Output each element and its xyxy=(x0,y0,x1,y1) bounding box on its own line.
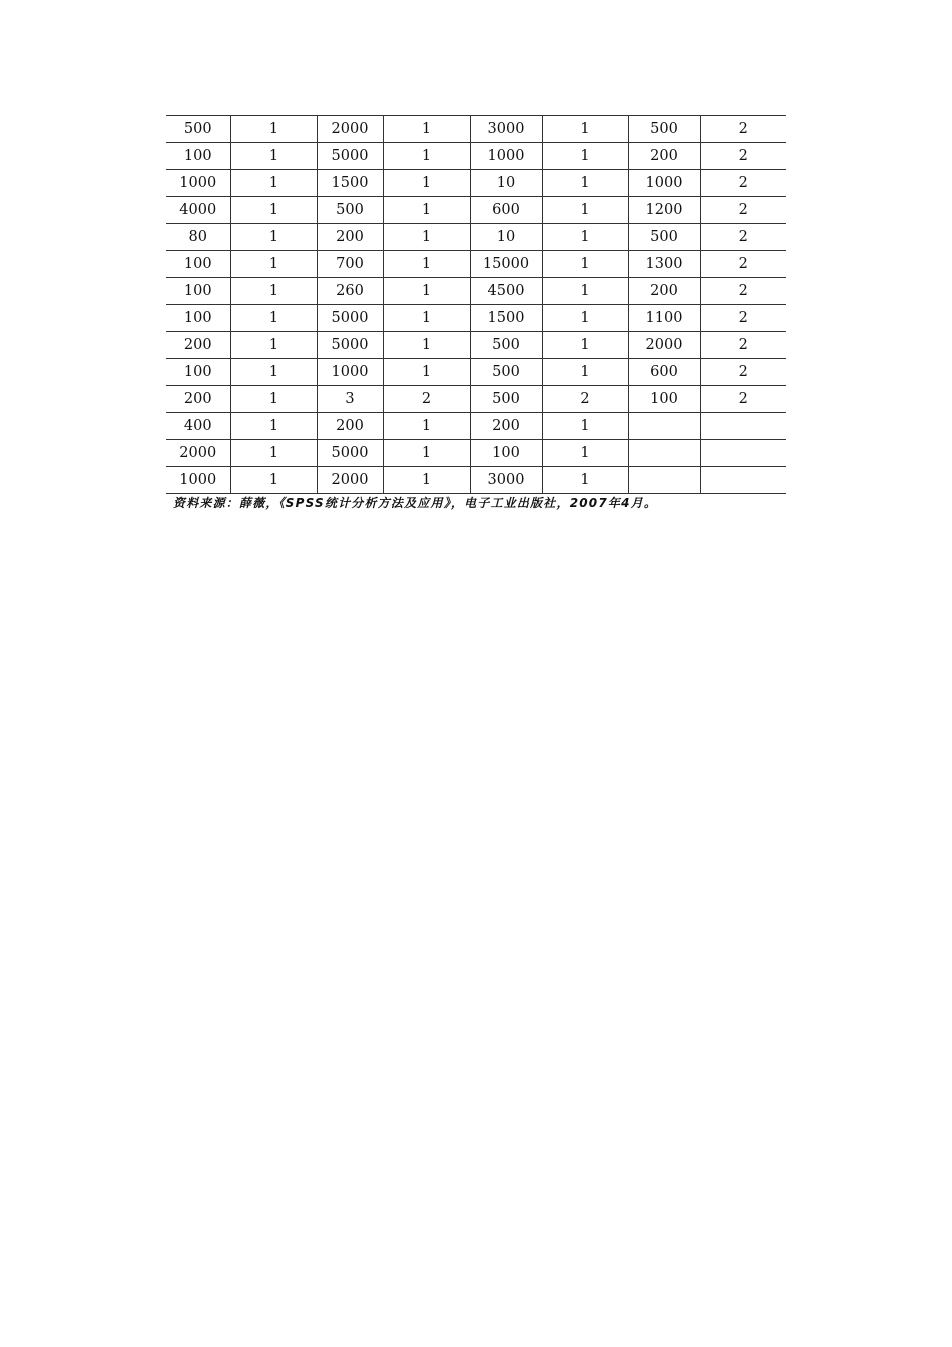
table-cell: 80 xyxy=(166,224,230,251)
table-cell: 2000 xyxy=(317,116,383,143)
table-cell: 1 xyxy=(542,440,628,467)
table-cell: 200 xyxy=(166,386,230,413)
table-row xyxy=(166,197,786,224)
table-cell: 100 xyxy=(166,143,230,170)
table-cell: 2 xyxy=(700,224,786,251)
table-cell: 5000 xyxy=(317,305,383,332)
table-cell xyxy=(628,440,700,467)
table-row xyxy=(166,143,786,170)
table-cell: 5000 xyxy=(317,332,383,359)
table-cell: 500 xyxy=(317,197,383,224)
table-cell xyxy=(700,413,786,440)
table-cell: 1 xyxy=(383,359,470,386)
table-cell: 5000 xyxy=(317,440,383,467)
table-cell: 1 xyxy=(542,224,628,251)
table-cell: 1 xyxy=(383,305,470,332)
table-cell: 260 xyxy=(317,278,383,305)
table-cell: 1 xyxy=(542,143,628,170)
table-cell: 600 xyxy=(470,197,542,224)
table-cell: 100 xyxy=(166,278,230,305)
table-cell: 500 xyxy=(166,116,230,143)
table-row xyxy=(166,305,786,332)
table-cell: 1 xyxy=(383,332,470,359)
table-row xyxy=(166,170,786,197)
table-cell: 5000 xyxy=(317,143,383,170)
table-row xyxy=(166,413,786,440)
table-cell: 1 xyxy=(230,305,317,332)
table-cell: 1000 xyxy=(317,359,383,386)
table-cell: 1 xyxy=(230,116,317,143)
table-cell: 500 xyxy=(628,224,700,251)
table-cell: 200 xyxy=(317,413,383,440)
table-cell: 1300 xyxy=(628,251,700,278)
table-cell: 1 xyxy=(542,251,628,278)
table-row xyxy=(166,440,786,467)
table-cell: 2 xyxy=(700,332,786,359)
table-cell: 2 xyxy=(700,116,786,143)
table-cell: 500 xyxy=(470,386,542,413)
table-cell: 1 xyxy=(230,332,317,359)
table-row xyxy=(166,332,786,359)
table-cell: 1000 xyxy=(166,170,230,197)
table-cell: 100 xyxy=(166,251,230,278)
table-cell: 1 xyxy=(542,332,628,359)
table-cell: 3000 xyxy=(470,116,542,143)
table-cell: 200 xyxy=(166,332,230,359)
table-cell: 100 xyxy=(166,305,230,332)
table-body xyxy=(166,116,786,494)
table-cell: 200 xyxy=(628,143,700,170)
table-cell: 2 xyxy=(542,386,628,413)
table-cell: 1 xyxy=(230,143,317,170)
table-row xyxy=(166,251,786,278)
table-cell: 500 xyxy=(628,116,700,143)
table-cell xyxy=(628,467,700,494)
table-cell: 1 xyxy=(542,413,628,440)
table-cell: 1 xyxy=(230,386,317,413)
table-cell: 2 xyxy=(700,197,786,224)
table-cell: 200 xyxy=(470,413,542,440)
table-cell: 1000 xyxy=(628,170,700,197)
table-cell xyxy=(628,413,700,440)
table-row xyxy=(166,359,786,386)
table-cell: 2000 xyxy=(317,467,383,494)
table-cell: 2 xyxy=(700,143,786,170)
source-note: 资料来源：薛薇，《SPSS统计分析方法及应用》，电子工业出版社，2007年4月。 xyxy=(173,496,658,510)
table-cell: 1 xyxy=(230,170,317,197)
table-cell: 1 xyxy=(542,170,628,197)
table-cell: 700 xyxy=(317,251,383,278)
table-cell: 1 xyxy=(383,170,470,197)
table-cell: 1 xyxy=(542,305,628,332)
table-cell: 1 xyxy=(542,197,628,224)
table-cell: 4000 xyxy=(166,197,230,224)
table-cell: 1 xyxy=(230,197,317,224)
table-cell: 1 xyxy=(542,467,628,494)
table-row xyxy=(166,386,786,413)
table-cell: 1 xyxy=(230,440,317,467)
table-row xyxy=(166,278,786,305)
table-cell: 1 xyxy=(230,359,317,386)
table-cell: 1 xyxy=(383,116,470,143)
table-cell xyxy=(700,467,786,494)
table-cell: 2 xyxy=(700,278,786,305)
table-cell: 1 xyxy=(230,413,317,440)
table-cell: 600 xyxy=(628,359,700,386)
table-cell: 4500 xyxy=(470,278,542,305)
table-cell: 200 xyxy=(317,224,383,251)
table-cell: 1 xyxy=(383,224,470,251)
table-cell: 1 xyxy=(542,359,628,386)
table-cell: 1500 xyxy=(470,305,542,332)
table-cell: 1200 xyxy=(628,197,700,224)
table-row xyxy=(166,467,786,494)
table-cell: 100 xyxy=(166,359,230,386)
table-cell: 1000 xyxy=(470,143,542,170)
table-cell: 2 xyxy=(700,170,786,197)
table-cell: 1 xyxy=(383,143,470,170)
table-cell: 100 xyxy=(628,386,700,413)
table-cell: 1 xyxy=(230,278,317,305)
table-cell: 100 xyxy=(470,440,542,467)
table-cell: 15000 xyxy=(470,251,542,278)
table-cell: 1 xyxy=(230,251,317,278)
table-cell: 200 xyxy=(628,278,700,305)
table-cell: 2 xyxy=(700,386,786,413)
table-cell: 1 xyxy=(230,467,317,494)
table-cell: 1 xyxy=(542,278,628,305)
table-cell: 1 xyxy=(383,197,470,224)
table-cell: 1 xyxy=(230,224,317,251)
table-cell: 3000 xyxy=(470,467,542,494)
table-cell: 2 xyxy=(700,359,786,386)
table-row xyxy=(166,224,786,251)
table-cell: 1 xyxy=(542,116,628,143)
table-cell: 1500 xyxy=(317,170,383,197)
table-cell: 2 xyxy=(700,305,786,332)
table-cell: 400 xyxy=(166,413,230,440)
table-cell xyxy=(700,440,786,467)
table-cell: 10 xyxy=(470,170,542,197)
table-cell: 500 xyxy=(470,359,542,386)
table-cell: 1 xyxy=(383,413,470,440)
table-cell: 1 xyxy=(383,440,470,467)
table-cell: 2 xyxy=(700,251,786,278)
table-cell: 500 xyxy=(470,332,542,359)
table-cell: 1100 xyxy=(628,305,700,332)
table-cell: 2 xyxy=(383,386,470,413)
table-cell: 10 xyxy=(470,224,542,251)
table-cell: 1000 xyxy=(166,467,230,494)
table-cell: 2000 xyxy=(166,440,230,467)
table-cell: 1 xyxy=(383,278,470,305)
table-cell: 3 xyxy=(317,386,383,413)
table-cell: 2000 xyxy=(628,332,700,359)
table-row xyxy=(166,116,786,143)
table-cell: 1 xyxy=(383,251,470,278)
data-table xyxy=(166,115,786,494)
table-cell: 1 xyxy=(383,467,470,494)
